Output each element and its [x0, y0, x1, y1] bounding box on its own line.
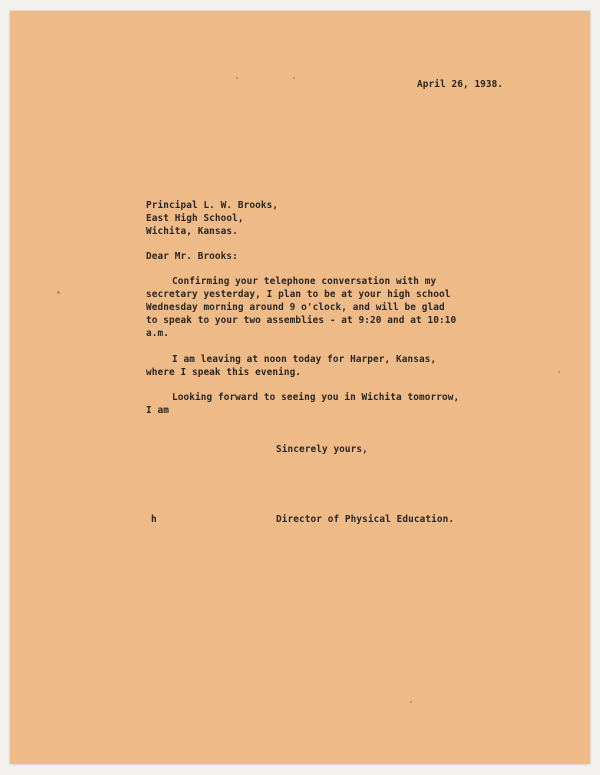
letter-page — [10, 11, 590, 764]
paper-speck — [558, 371, 560, 373]
typist-initials: h — [151, 514, 157, 525]
closing: Sincerely yours, — [276, 444, 368, 455]
paper-speck — [236, 77, 238, 79]
recipient-line-3: Wichita, Kansas. — [146, 226, 238, 237]
signature-title: Director of Physical Education. — [276, 514, 455, 525]
paragraph-1-line-1: Confirming your telephone conversation with my — [172, 276, 437, 287]
paragraph-1-line-2: secretary yesterday, I plan to be at your high school — [146, 289, 451, 300]
paragraph-2-line-1: I am leaving at noon today for Harper, Kansas, — [172, 354, 437, 365]
paragraph-2-line-2: where I speak this evening. — [146, 367, 302, 378]
paper-speck — [57, 291, 60, 294]
paragraph-1-line-3: Wednesday morning around 9 o'clock, and will be glad — [146, 302, 445, 313]
letter-date: April 26, 1938. — [417, 79, 504, 90]
paragraph-3-line-2: I am — [146, 405, 169, 416]
paper-speck — [410, 701, 412, 703]
paper-speck — [293, 77, 295, 79]
paragraph-1-line-5: a.m. — [146, 328, 169, 339]
salutation: Dear Mr. Brooks: — [146, 251, 238, 262]
paragraph-3-line-1: Looking forward to seeing you in Wichita tomorrow, — [172, 392, 460, 403]
recipient-line-1: Principal L. W. Brooks, — [146, 200, 279, 211]
paragraph-1-line-4: to speak to your two assemblies - at 9:20 and at 10:10 — [146, 315, 457, 326]
recipient-line-2: East High School, — [146, 213, 244, 224]
